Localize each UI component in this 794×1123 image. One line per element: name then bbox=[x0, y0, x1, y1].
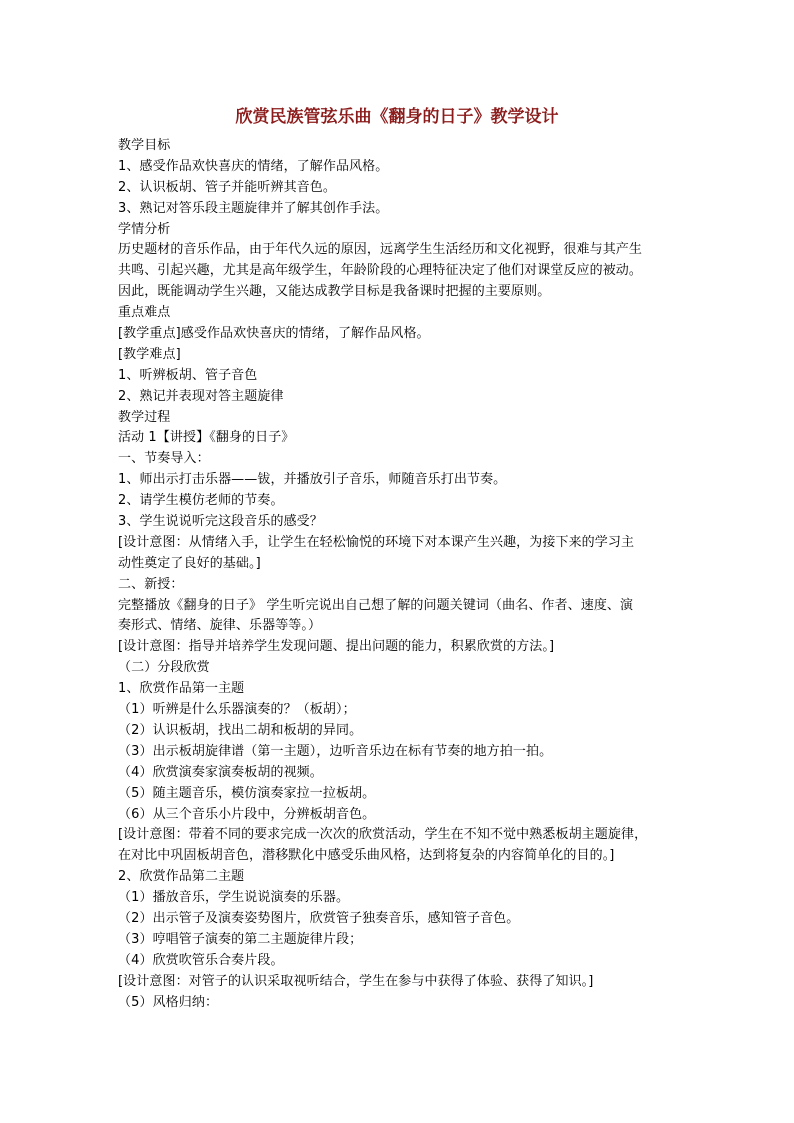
body-line: （4）欣赏演奏家演奏板胡的视频。 bbox=[118, 764, 323, 780]
document-title: 欣赏民族管弦乐曲《翻身的日子》教学设计 bbox=[235, 107, 559, 127]
body-line: （2）认识板胡，找出二胡和板胡的异同。 bbox=[118, 722, 363, 738]
body-line: 动性奠定了良好的基础。] bbox=[118, 555, 261, 571]
body-line: [设计意图：对管子的认识采取视听结合，学生在参与中获得了体验、获得了知识。] bbox=[118, 973, 594, 989]
body-line: （二）分段欣赏 bbox=[118, 660, 210, 676]
body-line: [设计意图：指导并培养学生发现问题、提出问题的能力，积累欣赏的方法。] bbox=[118, 639, 555, 655]
body-line: 3、学生说说听完这段音乐的感受？ bbox=[118, 514, 323, 530]
body-line: 一、节奏导入： bbox=[118, 451, 210, 467]
body-line: 2、认识板胡、管子并能听辨其音色。 bbox=[118, 179, 336, 195]
body-line: 教学目标 bbox=[118, 138, 171, 153]
body-line: 2、欣赏作品第二主题 bbox=[118, 869, 245, 885]
body-line: 在对比中巩固板胡音色，潜移默化中感受乐曲风格，达到将复杂的内容简单化的目的。] bbox=[118, 848, 615, 864]
body-line: 1、欣赏作品第一主题 bbox=[118, 681, 245, 697]
body-line: [设计意图：带着不同的要求完成一次次的欣赏活动，学生在不知不觉中熟悉板胡主题旋律， bbox=[118, 827, 648, 843]
body-line: 1、师出示打击乐器——钹，并播放引子音乐，师随音乐打出节奏。 bbox=[118, 472, 507, 488]
body-line: （1）听辨是什么乐器演奏的？（板胡）； bbox=[118, 702, 356, 718]
body-line: 历史题材的音乐作品，由于年代久远的原因，远离学生生活经历和文化视野，很难与其产生 bbox=[118, 242, 643, 258]
body-line: 二、新授： bbox=[118, 576, 184, 592]
body-line: （2）出示管子及演奏姿势图片，欣赏管子独奏音乐，感知管子音色。 bbox=[118, 910, 520, 926]
body-line: [教学重点]感受作品欢快喜庆的情绪，了解作品风格。 bbox=[118, 326, 430, 342]
body-line: 1、听辨板胡、管子音色 bbox=[118, 367, 258, 383]
body-line: 1、感受作品欢快喜庆的情绪，了解作品风格。 bbox=[118, 158, 389, 174]
body-line: [教学难点] bbox=[118, 346, 181, 362]
body-line: （3）出示板胡旋律谱（第一主题），边听音乐边在标有节奏的地方拍一拍。 bbox=[118, 743, 553, 759]
body-line: 共鸣、引起兴趣，尤其是高年级学生，年龄阶段的心理特征决定了他们对课堂反应的被动。 bbox=[118, 263, 643, 279]
body-line: 学情分析 bbox=[118, 221, 171, 237]
body-line: 完整播放《翻身的日子》 学生听完说出自己想了解的问题关键词（曲名、作者、速度、演 bbox=[118, 597, 634, 613]
body-line: 因此，既能调动学生兴趣，又能达成教学目标是我备课时把握的主要原则。 bbox=[118, 284, 551, 300]
body-line: [设计意图：从情绪入手，让学生在轻松愉悦的环境下对本课产生兴趣，为接下来的学习主 bbox=[118, 534, 635, 550]
body-line: （5）随主题音乐，模仿演奏家拉一拉板胡。 bbox=[118, 785, 376, 801]
body-line: 重点难点 bbox=[118, 305, 171, 321]
body-line: 2、熟记并表现对答主题旋律 bbox=[118, 388, 284, 404]
body-line: 活动 1【讲授】《翻身的日子》 bbox=[118, 430, 295, 446]
body-line: （3）哼唱管子演奏的第二主题旋律片段； bbox=[118, 931, 363, 947]
body-line: 教学过程 bbox=[118, 409, 171, 425]
body-line: （1）播放音乐，学生说说演奏的乐器。 bbox=[118, 890, 350, 906]
body-line: （6）从三个音乐小片段中，分辨板胡音色。 bbox=[118, 806, 376, 822]
body-line: （5）风格归纳： bbox=[118, 994, 219, 1010]
body-line: （4）欣赏吹管乐合奏片段。 bbox=[118, 952, 284, 968]
body-line: 3、熟记对答乐段主题旋律并了解其创作手法。 bbox=[118, 200, 389, 216]
body-line: 奏形式、情绪、旋律、乐器等等。） bbox=[118, 618, 322, 634]
body-line: 2、请学生模仿老师的节奏。 bbox=[118, 493, 284, 509]
document-body bbox=[118, 136, 678, 1013]
